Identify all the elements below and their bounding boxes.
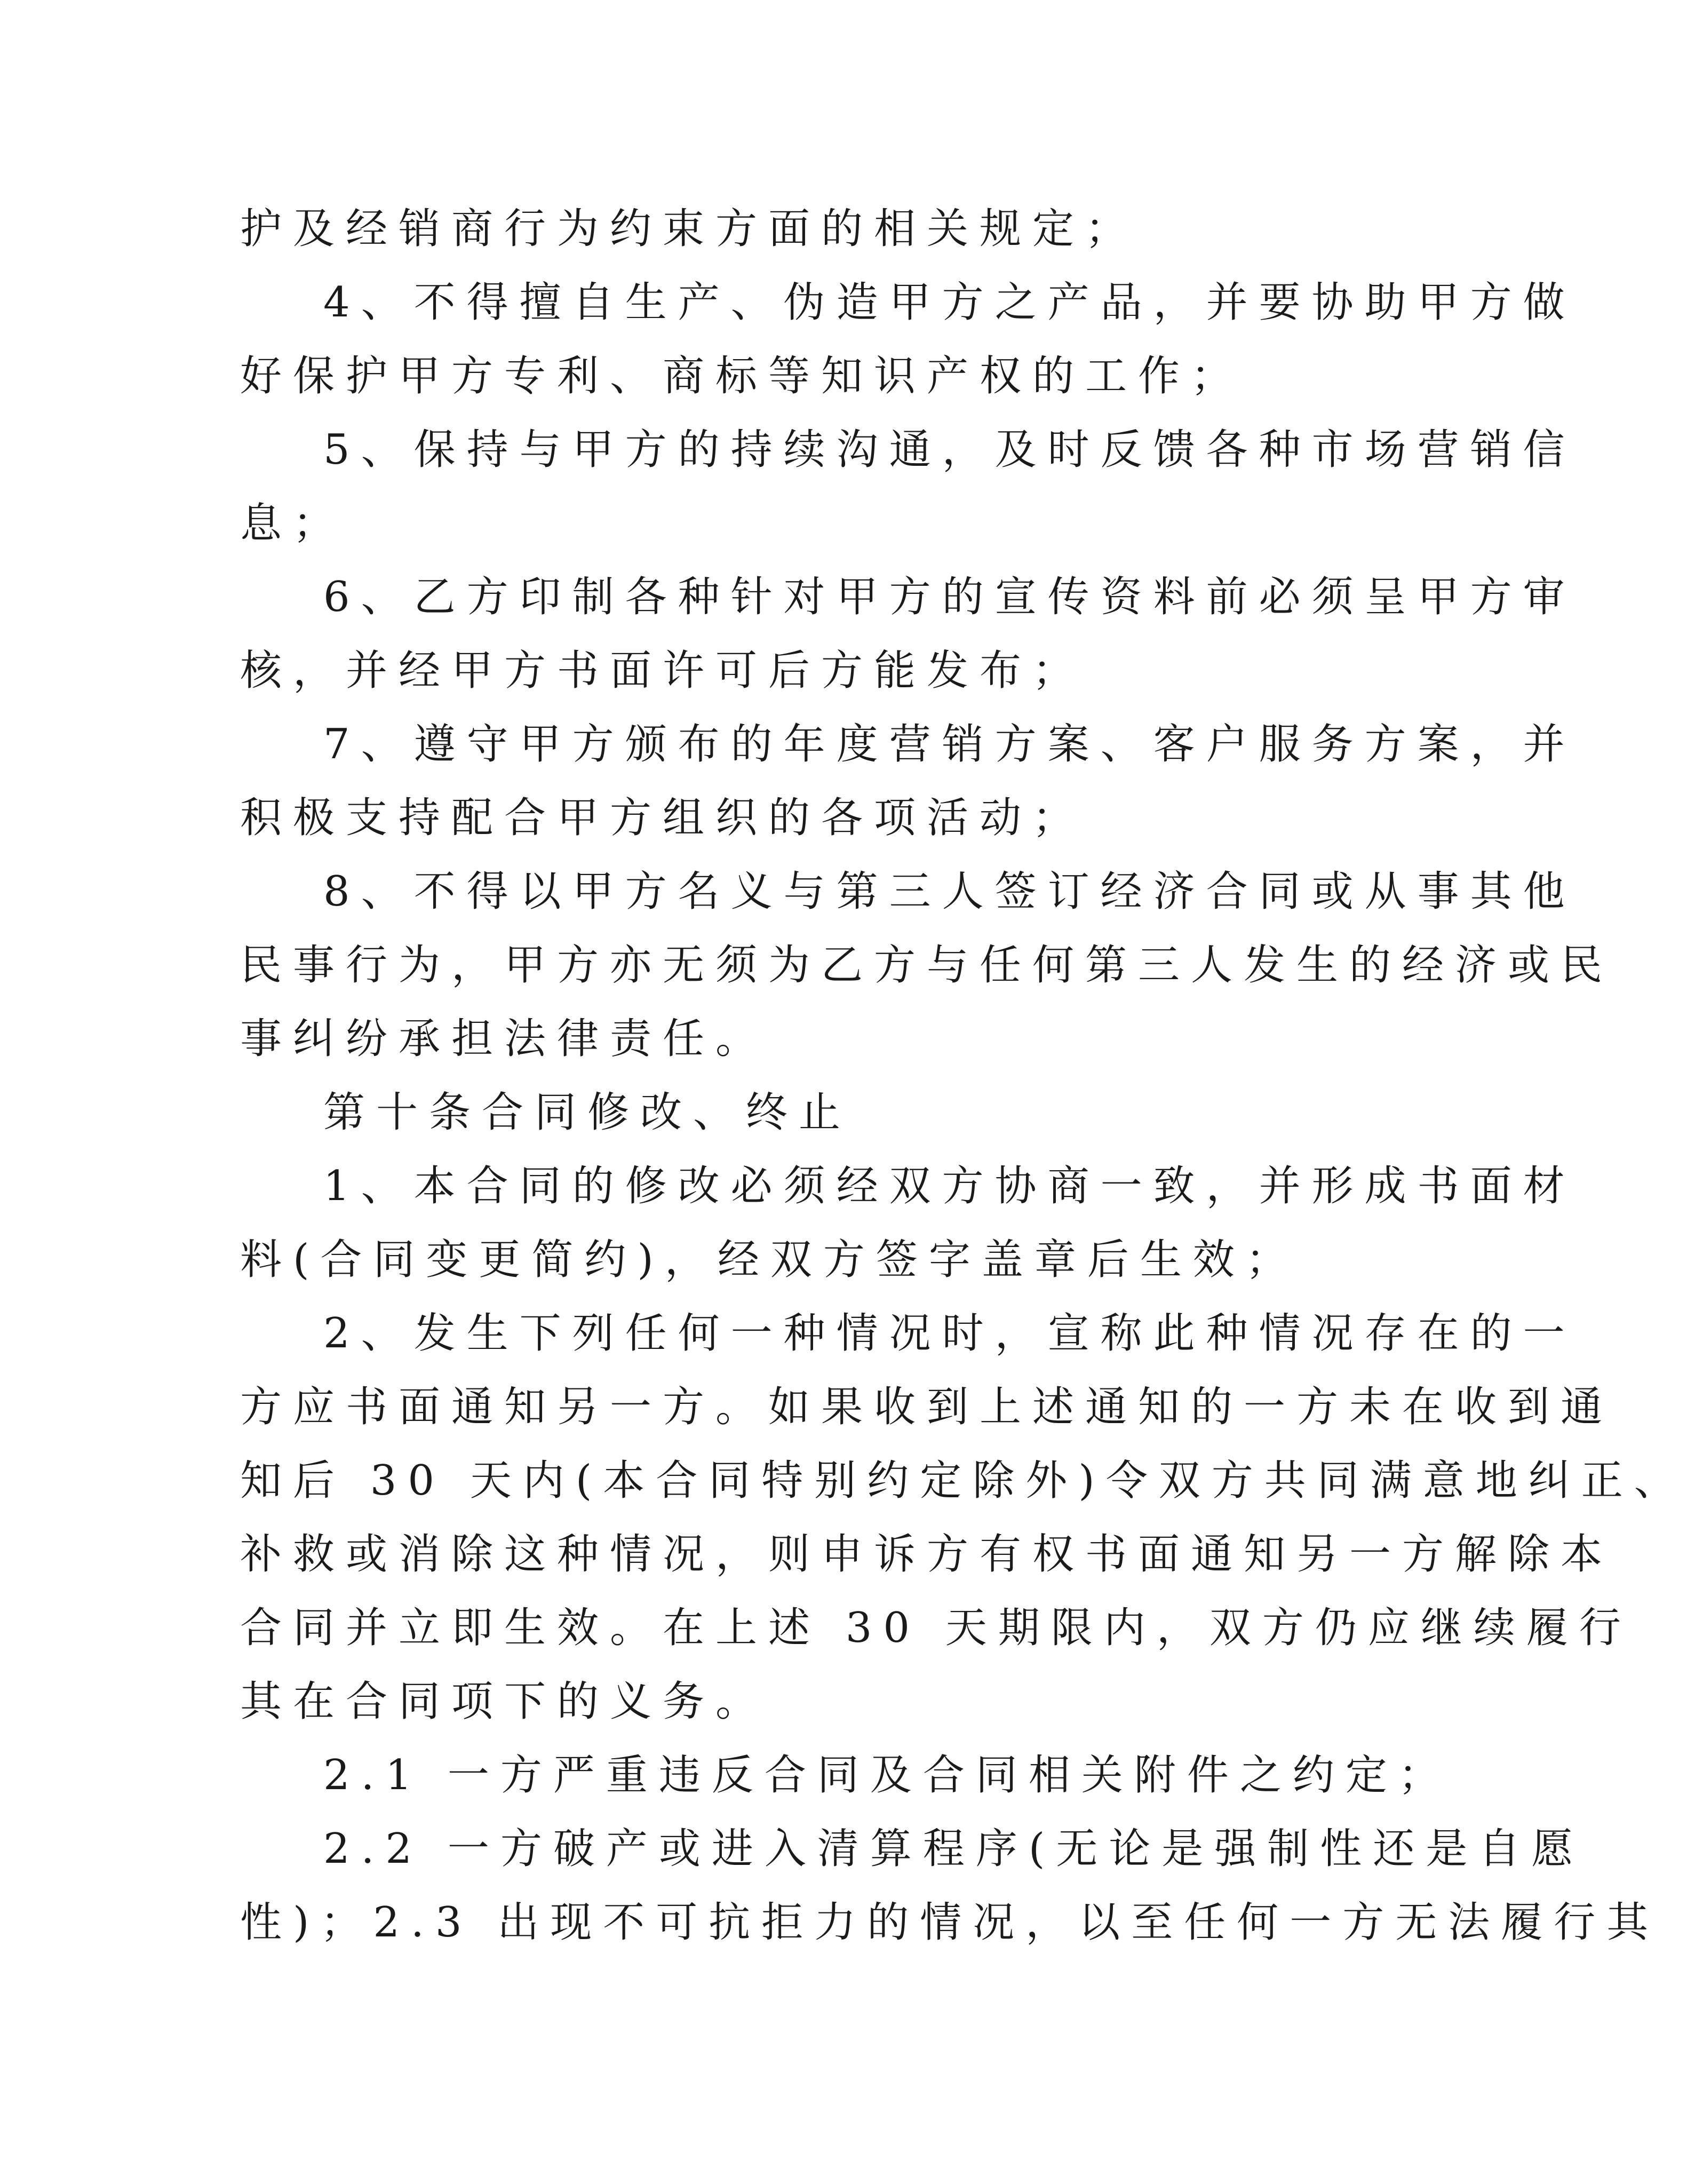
text-line-8: 7、遵守甲方颁布的年度营销方案、客户服务方案，并 — [323, 720, 1576, 768]
text-line-19: 补救或消除这种情况，则申诉方有权书面通知另一方解除本 — [240, 1530, 1614, 1578]
section-heading: 第十条合同修改、终止 — [323, 1089, 852, 1137]
text-line-9: 积极支持配合甲方组织的各项活动； — [240, 794, 1086, 842]
text-line-5: 息； — [240, 499, 346, 547]
text-line-20: 合同并立即生效。在上述 30 天期限内，双方仍应继续履行 — [240, 1604, 1632, 1652]
text-line-4: 5、保持与甲方的持续沟通，及时反馈各种市场营销信 — [323, 426, 1576, 474]
text-line-15: 料(合同变更简约)，经双方签字盖章后生效； — [240, 1236, 1299, 1284]
text-line-23: 2.2 一方破产或进入清算程序(无论是强制性还是自愿 — [323, 1825, 1585, 1873]
text-line-12: 事纠纷承担法律责任。 — [240, 1015, 769, 1063]
text-line-17: 方应书面通知另一方。如果收到上述通知的一方未在收到通 — [240, 1383, 1614, 1431]
text-line-22: 2.1 一方严重违反合同及合同相关附件之约定； — [323, 1751, 1451, 1799]
text-line-10: 8、不得以甲方名义与第三人签订经济合同或从事其他 — [323, 868, 1576, 916]
text-line-14: 1、本合同的修改必须经双方协商一致，并形成书面材 — [323, 1162, 1576, 1210]
text-line-1: 护及经销商行为约束方面的相关规定； — [240, 205, 1139, 253]
text-line-3: 好保护甲方专利、商标等知识产权的工作； — [240, 352, 1244, 400]
document-body — [240, 192, 1687, 1959]
text-line-6: 6、乙方印制各种针对甲方的宣传资料前必须呈甲方审 — [323, 573, 1576, 621]
text-line-11: 民事行为，甲方亦无须为乙方与任何第三人发生的经济或民 — [240, 941, 1614, 989]
text-line-18: 知后 30 天内(本合同特别约定除外)令双方共同满意地纠正、 — [240, 1457, 1687, 1505]
text-line-24: 性)；2.3 出现不可抗拒力的情况，以至任何一方无法履行其 — [240, 1899, 1660, 1947]
text-line-2: 4、不得擅自生产、伪造甲方之产品，并要协助甲方做 — [323, 279, 1576, 327]
text-line-21: 其在合同项下的义务。 — [240, 1678, 769, 1726]
text-line-7: 核，并经甲方书面许可后方能发布； — [240, 647, 1086, 695]
text-line-16: 2、发生下列任何一种情况时，宣称此种情况存在的一 — [323, 1309, 1576, 1357]
